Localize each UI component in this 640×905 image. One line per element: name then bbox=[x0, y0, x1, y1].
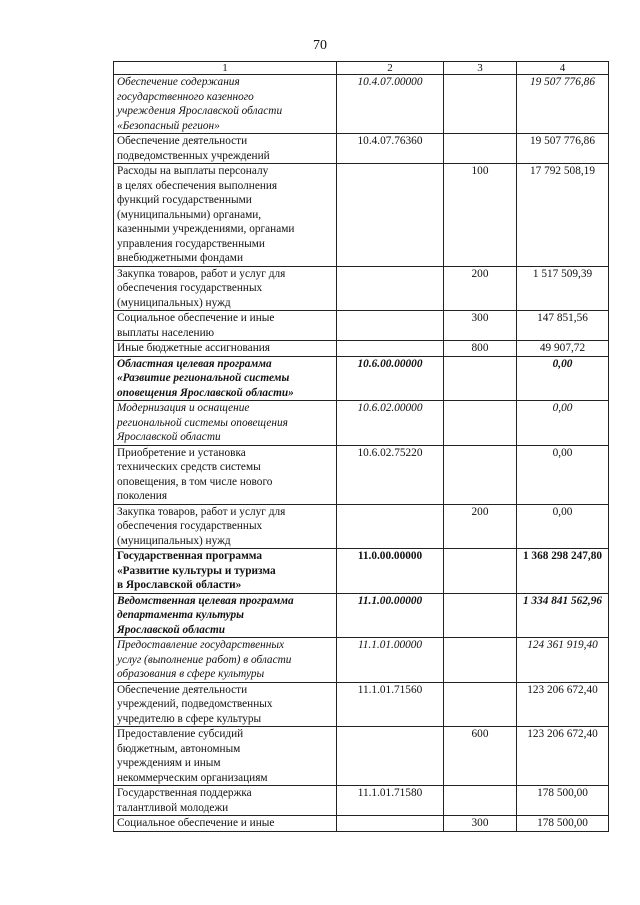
row-name-text: Обеспечение деятельности подведомственных учреждений bbox=[117, 135, 270, 162]
row-name-text: Социальное обеспечение и иные bbox=[117, 817, 275, 829]
row-type-cell bbox=[444, 266, 517, 311]
page-number: 70 bbox=[313, 38, 327, 53]
row-code-text: 10.4.07.00000 bbox=[357, 76, 423, 88]
row-code-text: 11.1.01.71580 bbox=[357, 787, 423, 799]
row-code-cell bbox=[337, 401, 444, 446]
row-type-cell bbox=[444, 504, 517, 549]
row-code-cell bbox=[337, 445, 444, 504]
row-amount-text: 124 361 919,40 bbox=[527, 639, 598, 651]
row-amount-cell bbox=[517, 75, 609, 134]
row-amount-text: 19 507 776,86 bbox=[530, 135, 595, 147]
row-amount-text: 0,00 bbox=[552, 505, 573, 518]
row-name-text: Обеспечение деятельности учреждений, подведомственных учредителю в сфере культуры bbox=[117, 683, 273, 725]
row-code-cell bbox=[337, 727, 444, 786]
row-name-cell bbox=[114, 682, 337, 727]
row-code-cell bbox=[337, 682, 444, 727]
row-amount-cell bbox=[517, 727, 609, 786]
row-type-cell bbox=[444, 445, 517, 504]
row-name-text: Государственная поддержка талантливой молодежи bbox=[117, 787, 252, 814]
table-row bbox=[114, 727, 609, 786]
header-col-4: 4 bbox=[517, 62, 609, 75]
row-amount-cell bbox=[517, 816, 609, 832]
row-name-text: Предоставление субсидий бюджетным, автономным учреждениям и иным некоммерческим организациям bbox=[117, 728, 268, 784]
row-amount-cell bbox=[517, 356, 609, 401]
budget-table bbox=[113, 61, 609, 832]
row-name-cell bbox=[114, 504, 337, 549]
row-name-cell bbox=[114, 401, 337, 446]
row-name-text: Областная целевая программа «Развитие региональной системы оповещения Ярославской области» bbox=[117, 357, 294, 399]
row-code-cell bbox=[337, 134, 444, 164]
row-code-text: 10.6.02.75220 bbox=[357, 446, 423, 459]
row-code-text: 11.0.00.00000 bbox=[357, 550, 423, 562]
row-name-text: Приобретение и установка технических средств системы оповещения, в том числе нового поколения bbox=[117, 446, 273, 502]
row-name-cell bbox=[114, 356, 337, 401]
row-name-cell bbox=[114, 341, 337, 357]
row-type-cell bbox=[444, 549, 517, 594]
table-row bbox=[114, 164, 609, 267]
row-code-text: 11.1.01.00000 bbox=[357, 639, 423, 651]
row-type-text: 800 bbox=[471, 342, 489, 354]
header-col-2: 2 bbox=[337, 62, 444, 75]
row-name-cell bbox=[114, 266, 337, 311]
row-name-text: Закупка товаров, работ и услуг для обеспечения государственных (муниципальных) нужд bbox=[117, 267, 286, 309]
row-type-text: 200 bbox=[471, 267, 489, 280]
row-amount-text: 1 334 841 562,96 bbox=[522, 594, 603, 607]
row-type-text: 100 bbox=[471, 165, 489, 177]
row-name-cell bbox=[114, 164, 337, 267]
row-type-text: 200 bbox=[471, 505, 489, 518]
row-type-cell bbox=[444, 75, 517, 134]
row-type-text: 300 bbox=[471, 312, 489, 324]
row-code-text: 10.6.02.00000 bbox=[357, 402, 423, 414]
table-row bbox=[114, 341, 609, 357]
row-code-cell bbox=[337, 786, 444, 816]
row-type-cell bbox=[444, 356, 517, 401]
row-name-text: Социальное обеспечение и иные выплаты населению bbox=[117, 312, 275, 339]
row-type-cell bbox=[444, 341, 517, 357]
row-name-cell bbox=[114, 727, 337, 786]
row-amount-text: 178 500,00 bbox=[537, 817, 588, 829]
row-amount-text: 0,00 bbox=[552, 357, 573, 370]
row-code-cell bbox=[337, 816, 444, 832]
row-code-cell bbox=[337, 549, 444, 594]
row-type-cell bbox=[444, 786, 517, 816]
table-row bbox=[114, 445, 609, 504]
row-code-cell bbox=[337, 311, 444, 341]
row-name-text: Государственная программа «Развитие культуры и туризма в Ярославской области» bbox=[117, 550, 276, 591]
row-name-text: Модернизация и оснащение региональной системы оповещения Ярославской области bbox=[117, 402, 288, 443]
row-name-cell bbox=[114, 75, 337, 134]
table-row bbox=[114, 549, 609, 594]
row-code-text: 11.1.00.00000 bbox=[357, 594, 423, 607]
row-amount-text: 123 206 672,40 bbox=[527, 728, 598, 740]
row-name-cell bbox=[114, 786, 337, 816]
row-code-cell bbox=[337, 356, 444, 401]
table-row bbox=[114, 504, 609, 549]
row-amount-cell bbox=[517, 445, 609, 504]
row-name-cell bbox=[114, 311, 337, 341]
row-type-cell bbox=[444, 401, 517, 446]
row-amount-cell bbox=[517, 311, 609, 341]
row-amount-text: 0,00 bbox=[552, 402, 573, 414]
row-code-cell bbox=[337, 504, 444, 549]
row-amount-text: 123 206 672,40 bbox=[527, 683, 598, 696]
row-amount-cell bbox=[517, 638, 609, 683]
row-amount-cell bbox=[517, 786, 609, 816]
row-code-cell bbox=[337, 593, 444, 638]
row-type-text: 600 bbox=[471, 728, 489, 740]
row-amount-text: 49 907,72 bbox=[539, 342, 586, 354]
table-row bbox=[114, 134, 609, 164]
row-name-text: Обеспечение содержания государственного казенного учреждения Ярославской области «Безопасный регион» bbox=[117, 76, 283, 132]
table-row bbox=[114, 638, 609, 683]
row-amount-text: 1 368 298 247,80 bbox=[522, 550, 603, 562]
table-row bbox=[114, 786, 609, 816]
table-row bbox=[114, 356, 609, 401]
row-name-cell bbox=[114, 816, 337, 832]
row-name-cell bbox=[114, 445, 337, 504]
row-code-cell bbox=[337, 266, 444, 311]
table-row bbox=[114, 401, 609, 446]
row-type-cell bbox=[444, 134, 517, 164]
row-type-cell bbox=[444, 593, 517, 638]
row-amount-text: 178 500,00 bbox=[537, 787, 588, 799]
row-type-text: 300 bbox=[471, 817, 489, 829]
row-amount-text: 147 851,56 bbox=[537, 312, 588, 324]
row-name-text: Ведомственная целевая программа департамента культуры Ярославской области bbox=[117, 594, 294, 636]
table-row bbox=[114, 682, 609, 727]
row-amount-cell bbox=[517, 164, 609, 267]
row-amount-text: 19 507 776,86 bbox=[530, 76, 595, 88]
row-amount-cell bbox=[517, 134, 609, 164]
row-type-cell bbox=[444, 311, 517, 341]
row-type-cell bbox=[444, 638, 517, 683]
row-amount-cell bbox=[517, 401, 609, 446]
table-row bbox=[114, 75, 609, 134]
row-code-cell bbox=[337, 75, 444, 134]
row-amount-cell bbox=[517, 504, 609, 549]
row-name-text: Иные бюджетные ассигнования bbox=[117, 342, 270, 354]
row-name-cell bbox=[114, 593, 337, 638]
row-name-text: Предоставление государственных услуг (выполнение работ) в области образования в сфере культуры bbox=[117, 639, 292, 680]
row-amount-cell bbox=[517, 266, 609, 311]
table-row bbox=[114, 816, 609, 832]
row-amount-text: 1 517 509,39 bbox=[532, 267, 593, 280]
row-amount-cell bbox=[517, 549, 609, 594]
table-header-row bbox=[114, 62, 609, 75]
row-code-cell bbox=[337, 164, 444, 267]
table-row bbox=[114, 266, 609, 311]
table-row bbox=[114, 311, 609, 341]
row-code-text: 10.4.07.76360 bbox=[357, 135, 423, 147]
row-amount-cell bbox=[517, 593, 609, 638]
row-amount-cell bbox=[517, 341, 609, 357]
row-amount-text: 17 792 508,19 bbox=[530, 165, 595, 177]
row-type-cell bbox=[444, 682, 517, 727]
row-type-cell bbox=[444, 727, 517, 786]
row-type-cell bbox=[444, 816, 517, 832]
row-name-text: Расходы на выплаты персоналу в целях обеспечения выполнения функций государственными (муниципальными) органами, казенными учреждениями, органами управления государственными внебюджетными фондами bbox=[117, 165, 295, 264]
row-amount-cell bbox=[517, 682, 609, 727]
row-type-cell bbox=[444, 164, 517, 267]
row-name-cell bbox=[114, 134, 337, 164]
row-amount-text: 0,00 bbox=[552, 446, 573, 459]
header-col-1: 1 bbox=[114, 62, 337, 75]
row-name-cell bbox=[114, 549, 337, 594]
row-code-text: 11.1.01.71560 bbox=[357, 683, 423, 696]
row-name-text: Закупка товаров, работ и услуг для обеспечения государственных (муниципальных) нужд bbox=[117, 505, 286, 547]
table-row bbox=[114, 593, 609, 638]
row-code-cell bbox=[337, 341, 444, 357]
row-code-text: 10.6.00.00000 bbox=[357, 357, 423, 370]
header-col-3: 3 bbox=[444, 62, 517, 75]
row-name-cell bbox=[114, 638, 337, 683]
row-code-cell bbox=[337, 638, 444, 683]
